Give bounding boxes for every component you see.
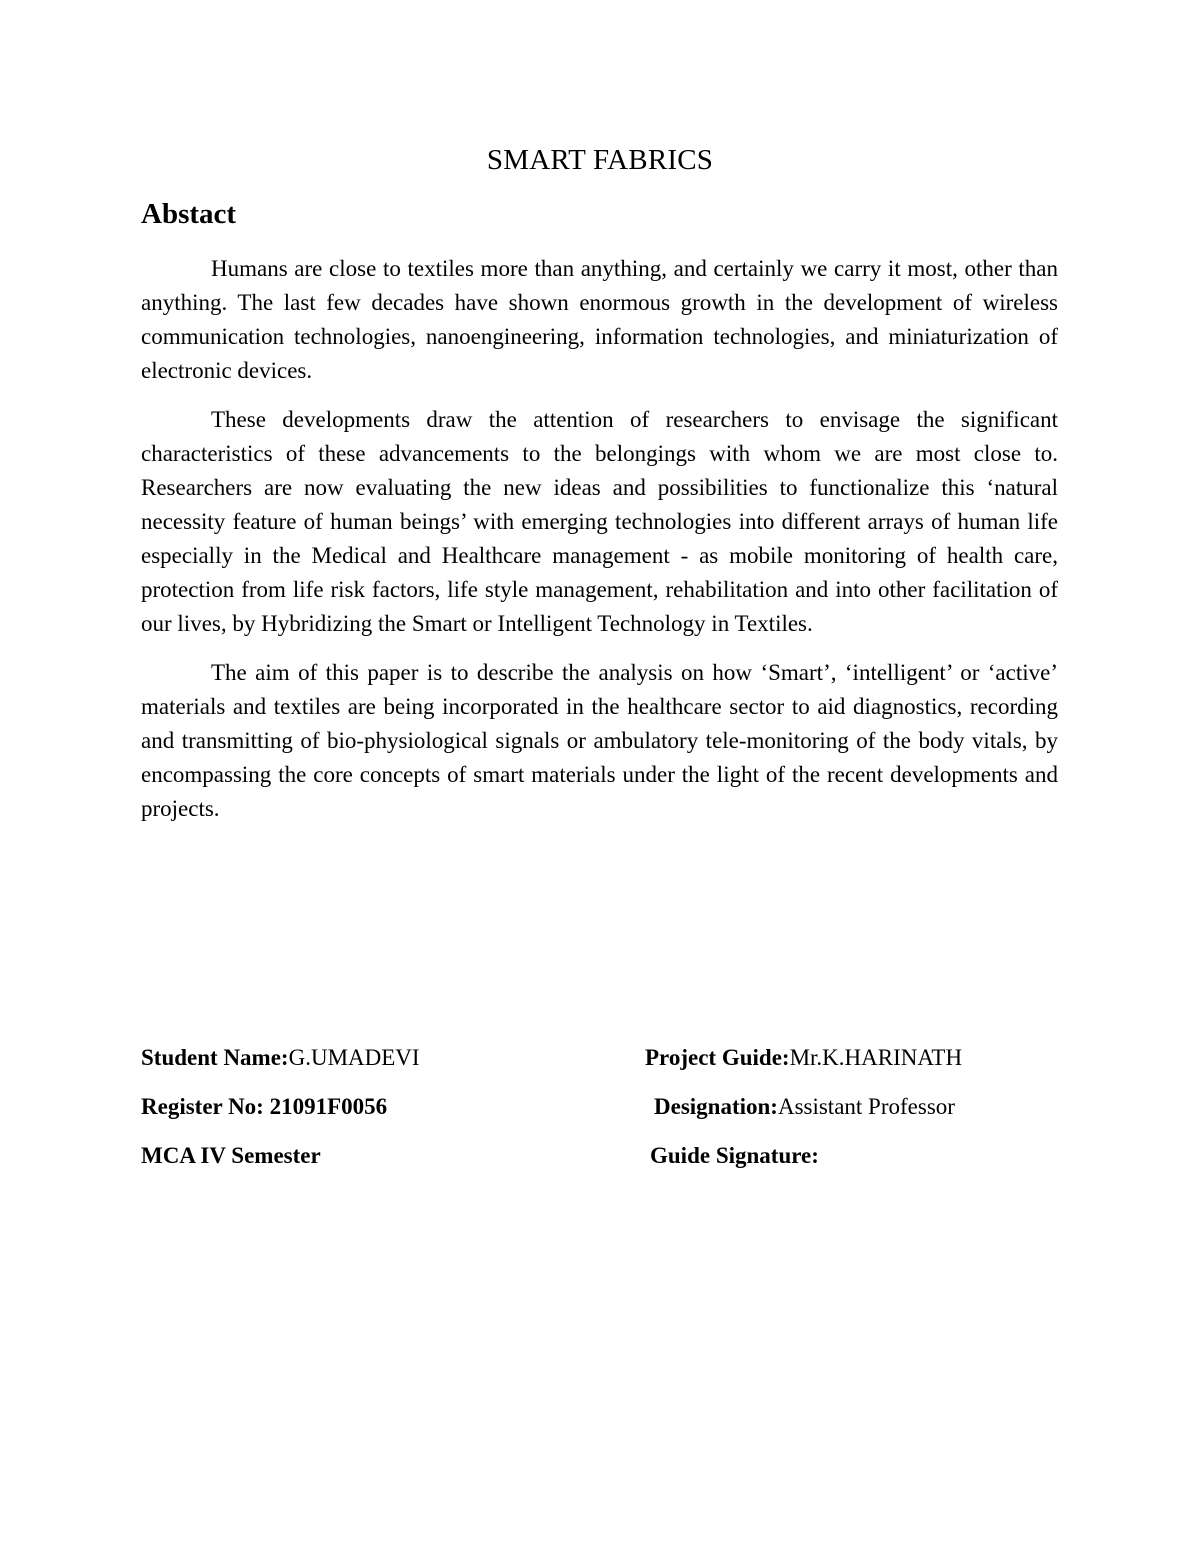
document-title: SMART FABRICS (486, 144, 714, 176)
project-guide-line (645, 1043, 962, 1073)
student-name-label: Student Name: (141, 1045, 289, 1070)
abstract-paragraph-1: Humans are close to textiles more than anything, and certainly we carry it most, other than anything. The last few decades have shown enormous growth in the development of wireless communication technologies, nanoengineering, information technologies, and miniaturization of electronic devices. (141, 256, 1058, 383)
project-guide-label: Project Guide: (645, 1045, 790, 1070)
designation-label: Designation: (654, 1094, 778, 1119)
project-guide-value: Mr.K.HARINATH (789, 1045, 963, 1070)
abstract-paragraph-2: These developments draw the attention of researchers to envisage the significant characteristics of these advancements to the belongings with whom we are most close to. Researchers are now evaluating the new ideas and possibilities to functionalize this ‘natural necessity feature of human beings’ with emerging technologies into different arrays of human life especially in the Medical and Healthcare management - as mobile monitoring of health care, protection from life risk factors, life style management, rehabilitation and into other facilitation of our lives, by Hybridizing the Smart or Intelligent Technology in Textiles. (141, 407, 1058, 636)
designation-value: Assistant Professor (777, 1094, 955, 1119)
abstract-body (141, 252, 1058, 841)
guide-signature-line (650, 1141, 819, 1171)
student-name-value: G.UMADEVI (288, 1045, 420, 1070)
student-name-line (141, 1043, 420, 1073)
register-number-line (141, 1092, 387, 1122)
designation-line (654, 1092, 955, 1122)
semester-label: MCA IV Semester (141, 1143, 321, 1168)
abstract-paragraph-3: The aim of this paper is to describe the analysis on how ‘Smart’, ‘intelligent’ or ‘active’ materials and textiles are being incorporated in the healthcare sector to aid diagnostics, recording and transmitting of bio-physiological signals or ambulatory tele-monitoring of the body vitals, by encompassing the core concepts of smart materials under the light of the recent developments and projects. (141, 660, 1058, 821)
register-number-label: Register No: 21091F0056 (141, 1094, 388, 1119)
guide-signature-label: Guide Signature: (650, 1143, 819, 1168)
semester-line (141, 1141, 321, 1171)
section-heading: Abstact (141, 198, 237, 230)
